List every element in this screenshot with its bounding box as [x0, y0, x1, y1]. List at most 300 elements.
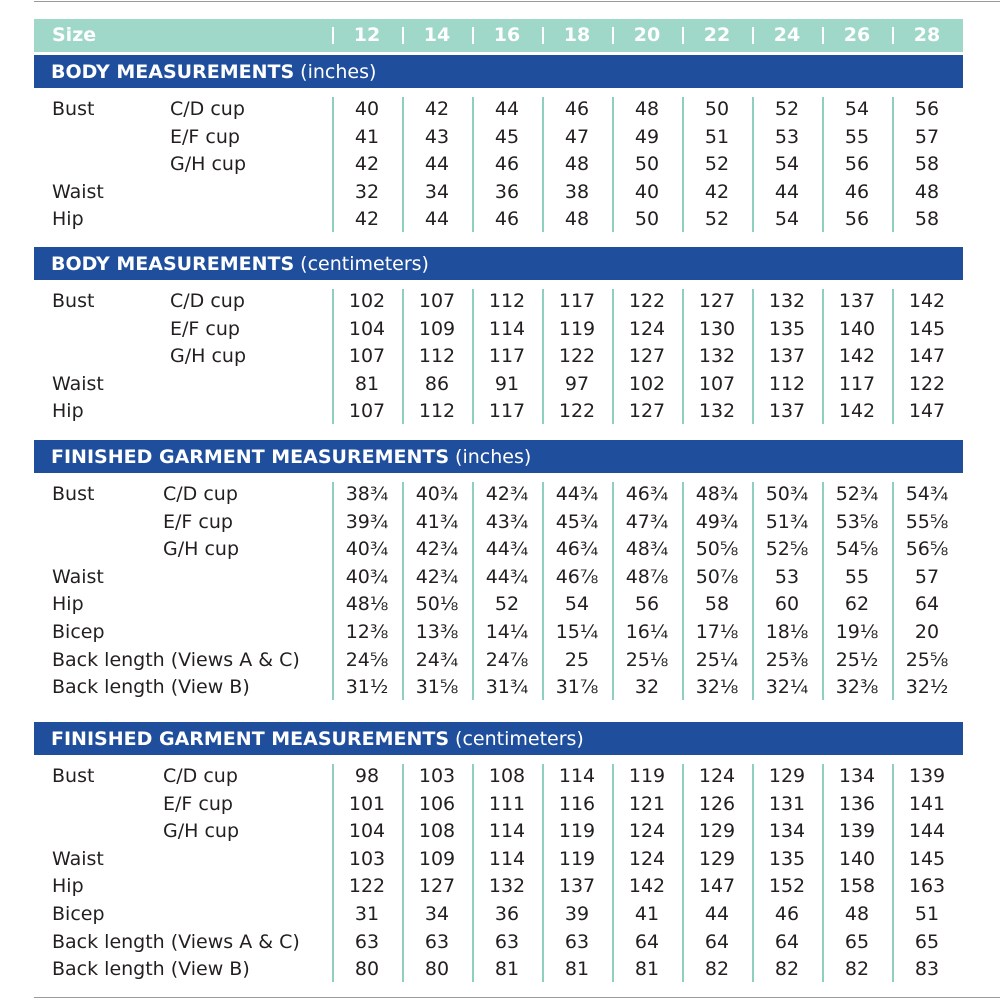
- cell-value: 82: [844, 958, 870, 981]
- cell-value: 80: [424, 958, 450, 981]
- row-label: Bicep: [52, 903, 105, 925]
- row-sublabel: C/D cup: [170, 98, 245, 120]
- section-title-bar: [34, 440, 963, 473]
- cell-value: 44: [704, 903, 730, 925]
- cell-value: 122: [558, 400, 596, 423]
- table-row: [0, 900, 1000, 928]
- cell-value: 14¼: [485, 621, 529, 643]
- cell-value: 141: [908, 792, 946, 815]
- cell-value: 50⅞: [695, 565, 739, 588]
- cell-value: 54: [844, 98, 870, 120]
- size-20: 20: [633, 24, 661, 46]
- cell-value: 42: [354, 153, 380, 176]
- size-separator: [612, 27, 614, 44]
- size-separator: [822, 27, 824, 44]
- size-separator: [752, 27, 754, 44]
- cell-value: 145: [908, 847, 946, 870]
- cell-value: 55⅝: [905, 510, 949, 533]
- cell-value: 46: [494, 208, 520, 231]
- cell-value: 31⅝: [415, 676, 459, 699]
- cell-value: 48: [634, 98, 660, 120]
- section-title: [51, 728, 584, 750]
- cell-value: 142: [628, 875, 666, 898]
- cell-value: 24¾: [415, 648, 459, 671]
- cell-value: 46⅞: [555, 565, 599, 588]
- cell-value: 48⅛: [345, 593, 389, 616]
- cell-value: 109: [418, 847, 456, 870]
- cell-value: 43¾: [485, 510, 529, 533]
- cell-value: 82: [704, 958, 730, 981]
- cell-value: 112: [768, 372, 806, 395]
- cell-value: 102: [348, 290, 386, 312]
- cell-value: 140: [838, 317, 876, 340]
- cell-value: 42¾: [415, 565, 459, 588]
- cell-value: 48: [564, 153, 590, 176]
- cell-value: 31: [354, 903, 380, 925]
- cell-value: 107: [418, 290, 456, 312]
- cell-value: 54: [564, 593, 590, 616]
- cell-value: 32: [634, 676, 660, 699]
- cell-value: 124: [628, 317, 666, 340]
- section-title-main: FINISHED GARMENT MEASUREMENTS: [51, 728, 450, 750]
- size-24: 24: [773, 24, 801, 46]
- cell-value: 136: [838, 792, 876, 815]
- cell-value: 56: [914, 98, 940, 120]
- cell-value: 32¼: [765, 676, 809, 699]
- cell-value: 86: [424, 372, 450, 395]
- table-row: [0, 535, 1000, 563]
- table-row: [0, 150, 1000, 178]
- cell-value: 116: [558, 792, 596, 815]
- cell-value: 46: [844, 180, 870, 203]
- cell-value: 63: [424, 930, 450, 953]
- cell-value: 119: [558, 317, 596, 340]
- cell-value: 51: [914, 903, 940, 925]
- cell-value: 53: [774, 565, 800, 588]
- cell-value: 42: [354, 208, 380, 231]
- row-label: Hip: [52, 593, 84, 616]
- row-label: Waist: [52, 372, 104, 395]
- cell-value: 117: [838, 372, 876, 395]
- row-sublabel: G/H cup: [170, 153, 246, 176]
- cell-value: 49¾: [695, 510, 739, 533]
- cell-value: 63: [494, 930, 520, 953]
- section-title: [51, 61, 376, 83]
- cell-value: 135: [768, 317, 806, 340]
- section-title: [51, 253, 429, 275]
- cell-value: 55: [844, 565, 870, 588]
- cell-value: 126: [698, 792, 736, 815]
- cell-value: 158: [838, 875, 876, 898]
- row-label: Waist: [52, 180, 104, 203]
- cell-value: 42: [704, 180, 730, 203]
- cell-value: 34: [424, 903, 450, 925]
- cell-value: 50: [634, 153, 660, 176]
- row-label: Bust: [52, 765, 95, 787]
- cell-value: 134: [768, 820, 806, 843]
- cell-value: 50¾: [765, 483, 809, 505]
- section-title-bar: [34, 55, 963, 88]
- cell-value: 41: [634, 903, 660, 925]
- cell-value: 122: [628, 290, 666, 312]
- cell-value: 32: [354, 180, 380, 203]
- cell-value: 31⅞: [555, 676, 599, 699]
- cell-value: 127: [628, 400, 666, 423]
- cell-value: 131: [768, 792, 806, 815]
- cell-value: 124: [628, 847, 666, 870]
- table-row: [0, 123, 1000, 151]
- cell-value: 52: [774, 98, 800, 120]
- cell-value: 147: [698, 875, 736, 898]
- row-sublabel: E/F cup: [170, 125, 240, 148]
- row-sublabel: C/D cup: [163, 483, 238, 505]
- row-label: Hip: [52, 875, 84, 898]
- cell-value: 119: [558, 847, 596, 870]
- cell-value: 41: [354, 125, 380, 148]
- row-label: Bicep: [52, 621, 105, 643]
- cell-value: 48: [564, 208, 590, 231]
- size-separator: [332, 27, 334, 44]
- table-row: [0, 872, 1000, 900]
- cell-value: 56: [844, 208, 870, 231]
- row-label: Waist: [52, 847, 104, 870]
- cell-value: 44¾: [485, 538, 529, 561]
- cell-value: 12⅜: [345, 621, 389, 643]
- cell-value: 91: [494, 372, 520, 395]
- cell-value: 44: [424, 153, 450, 176]
- cell-value: 137: [558, 875, 596, 898]
- cell-value: 140: [838, 847, 876, 870]
- cell-value: 54: [774, 208, 800, 231]
- cell-value: 124: [628, 820, 666, 843]
- section-title-main: FINISHED GARMENT MEASUREMENTS: [51, 446, 450, 468]
- cell-value: 102: [628, 372, 666, 395]
- section-title-bar: [34, 722, 963, 755]
- table-row: [0, 646, 1000, 674]
- table-row: [0, 205, 1000, 233]
- cell-value: 58: [914, 208, 940, 231]
- cell-value: 147: [908, 400, 946, 423]
- cell-value: 43: [424, 125, 450, 148]
- size-16: 16: [493, 24, 521, 46]
- cell-value: 47¾: [625, 510, 669, 533]
- cell-value: 20: [914, 621, 940, 643]
- table-row: [0, 397, 1000, 425]
- cell-value: 107: [348, 345, 386, 368]
- table-row: [0, 790, 1000, 818]
- cell-value: 108: [488, 765, 526, 787]
- cell-value: 57: [914, 565, 940, 588]
- cell-value: 101: [348, 792, 386, 815]
- cell-value: 58: [704, 593, 730, 616]
- cell-value: 25⅜: [765, 648, 809, 671]
- row-sublabel: E/F cup: [170, 317, 240, 340]
- cell-value: 81: [634, 958, 660, 981]
- row-sublabel: C/D cup: [163, 765, 238, 787]
- cell-value: 109: [418, 317, 456, 340]
- cell-value: 56: [634, 593, 660, 616]
- cell-value: 45¾: [555, 510, 599, 533]
- row-label: Back length (Views A & C): [52, 930, 300, 953]
- table-row: [0, 845, 1000, 873]
- cell-value: 119: [628, 765, 666, 787]
- cell-value: 18⅛: [765, 621, 809, 643]
- table-row: [0, 673, 1000, 701]
- cell-value: 139: [908, 765, 946, 787]
- cell-value: 42¾: [415, 538, 459, 561]
- cell-value: 129: [698, 847, 736, 870]
- size-label: Size: [52, 24, 97, 46]
- size-separator: [682, 27, 684, 44]
- cell-value: 24⅝: [345, 648, 389, 671]
- cell-value: 106: [418, 792, 456, 815]
- cell-value: 53⅝: [835, 510, 879, 533]
- cell-value: 25¼: [695, 648, 739, 671]
- cell-value: 48¾: [695, 483, 739, 505]
- cell-value: 34: [424, 180, 450, 203]
- cell-value: 44: [494, 98, 520, 120]
- cell-value: 42¾: [485, 483, 529, 505]
- table-row: [0, 762, 1000, 790]
- table-row: [0, 342, 1000, 370]
- cell-value: 55: [844, 125, 870, 148]
- row-label: Hip: [52, 208, 84, 231]
- cell-value: 145: [908, 317, 946, 340]
- cell-value: 54¾: [905, 483, 949, 505]
- size-14: 14: [423, 24, 451, 46]
- size-12: 12: [353, 24, 381, 46]
- cell-value: 65: [914, 930, 940, 953]
- table-row: [0, 618, 1000, 646]
- cell-value: 44¾: [555, 483, 599, 505]
- cell-value: 112: [418, 400, 456, 423]
- table-row: [0, 955, 1000, 983]
- size-separator: [472, 27, 474, 44]
- cell-value: 31½: [345, 676, 389, 699]
- cell-value: 54: [774, 153, 800, 176]
- cell-value: 52⅝: [765, 538, 809, 561]
- table-row: [0, 928, 1000, 956]
- cell-value: 52: [704, 208, 730, 231]
- cell-value: 45: [494, 125, 520, 148]
- cell-value: 103: [348, 847, 386, 870]
- row-sublabel: E/F cup: [163, 792, 233, 815]
- cell-value: 135: [768, 847, 806, 870]
- table-row: [0, 315, 1000, 343]
- row-sublabel: G/H cup: [163, 820, 239, 843]
- cell-value: 40: [634, 180, 660, 203]
- cell-value: 39¾: [345, 510, 389, 533]
- bottom-rule: [34, 997, 1000, 998]
- section-title: [51, 446, 531, 468]
- table-row: [0, 590, 1000, 618]
- cell-value: 62: [844, 593, 870, 616]
- cell-value: 48: [914, 180, 940, 203]
- cell-value: 46¾: [555, 538, 599, 561]
- section-title-unit: (centimeters): [449, 728, 584, 750]
- cell-value: 40¾: [345, 538, 389, 561]
- cell-value: 107: [698, 372, 736, 395]
- cell-value: 53: [774, 125, 800, 148]
- section-title-unit: (inches): [449, 446, 532, 468]
- cell-value: 52: [494, 593, 520, 616]
- row-label: Back length (View B): [52, 958, 250, 981]
- cell-value: 51: [704, 125, 730, 148]
- cell-value: 121: [628, 792, 666, 815]
- cell-value: 40¾: [345, 565, 389, 588]
- cell-value: 16¼: [625, 621, 669, 643]
- cell-value: 142: [908, 290, 946, 312]
- cell-value: 134: [838, 765, 876, 787]
- row-sublabel: E/F cup: [163, 510, 233, 533]
- cell-value: 50: [634, 208, 660, 231]
- cell-value: 127: [418, 875, 456, 898]
- cell-value: 152: [768, 875, 806, 898]
- row-label: Back length (Views A & C): [52, 648, 300, 671]
- cell-value: 44: [774, 180, 800, 203]
- cell-value: 144: [908, 820, 946, 843]
- cell-value: 25⅛: [625, 648, 669, 671]
- cell-value: 103: [418, 765, 456, 787]
- cell-value: 129: [768, 765, 806, 787]
- cell-value: 48¾: [625, 538, 669, 561]
- cell-value: 54⅝: [835, 538, 879, 561]
- cell-value: 24⅞: [485, 648, 529, 671]
- top-rule: [34, 1, 1000, 2]
- cell-value: 48⅞: [625, 565, 669, 588]
- cell-value: 25: [564, 648, 590, 671]
- cell-value: 40¾: [415, 483, 459, 505]
- row-label: Bust: [52, 98, 95, 120]
- row-label: Back length (View B): [52, 676, 250, 699]
- cell-value: 41¾: [415, 510, 459, 533]
- cell-value: 80: [354, 958, 380, 981]
- section-title-bar: [34, 247, 963, 280]
- section-title-unit: (inches): [294, 61, 377, 83]
- cell-value: 132: [488, 875, 526, 898]
- cell-value: 124: [698, 765, 736, 787]
- table-row: [0, 508, 1000, 536]
- cell-value: 36: [494, 903, 520, 925]
- cell-value: 65: [844, 930, 870, 953]
- cell-value: 42: [424, 98, 450, 120]
- cell-value: 32⅛: [695, 676, 739, 699]
- cell-value: 15¼: [555, 621, 599, 643]
- cell-value: 112: [418, 345, 456, 368]
- cell-value: 56⅝: [905, 538, 949, 561]
- cell-value: 52¾: [835, 483, 879, 505]
- cell-value: 114: [488, 820, 526, 843]
- cell-value: 25⅝: [905, 648, 949, 671]
- cell-value: 129: [698, 820, 736, 843]
- cell-value: 132: [698, 400, 736, 423]
- size-separator: [542, 27, 544, 44]
- cell-value: 19⅛: [835, 621, 879, 643]
- row-sublabel: G/H cup: [163, 538, 239, 561]
- cell-value: 111: [488, 792, 526, 815]
- cell-value: 122: [348, 875, 386, 898]
- cell-value: 122: [908, 372, 946, 395]
- cell-value: 63: [564, 930, 590, 953]
- cell-value: 117: [488, 400, 526, 423]
- cell-value: 57: [914, 125, 940, 148]
- cell-value: 50⅝: [695, 538, 739, 561]
- cell-value: 108: [418, 820, 456, 843]
- size-separator: [892, 27, 894, 44]
- cell-value: 50: [704, 98, 730, 120]
- cell-value: 114: [488, 317, 526, 340]
- cell-value: 130: [698, 317, 736, 340]
- cell-value: 47: [564, 125, 590, 148]
- section-title-unit: (centimeters): [294, 253, 429, 275]
- cell-value: 147: [908, 345, 946, 368]
- cell-value: 32⅜: [835, 676, 879, 699]
- cell-value: 122: [558, 345, 596, 368]
- cell-value: 119: [558, 820, 596, 843]
- cell-value: 36: [494, 180, 520, 203]
- table-row: [0, 480, 1000, 508]
- cell-value: 142: [838, 400, 876, 423]
- cell-value: 63: [354, 930, 380, 953]
- cell-value: 46¾: [625, 483, 669, 505]
- cell-value: 44: [424, 208, 450, 231]
- cell-value: 117: [558, 290, 596, 312]
- row-label: Bust: [52, 483, 95, 505]
- cell-value: 38¾: [345, 483, 389, 505]
- cell-value: 32½: [905, 676, 949, 699]
- cell-value: 56: [844, 153, 870, 176]
- cell-value: 25½: [835, 648, 879, 671]
- table-row: [0, 178, 1000, 206]
- cell-value: 17⅛: [695, 621, 739, 643]
- cell-value: 137: [838, 290, 876, 312]
- row-label: Hip: [52, 400, 84, 423]
- cell-value: 38: [564, 180, 590, 203]
- cell-value: 64: [774, 930, 800, 953]
- cell-value: 44¾: [485, 565, 529, 588]
- cell-value: 46: [494, 153, 520, 176]
- size-18: 18: [563, 24, 591, 46]
- row-label: Bust: [52, 290, 95, 312]
- size-header-row: [34, 19, 963, 52]
- cell-value: 127: [698, 290, 736, 312]
- cell-value: 83: [914, 958, 940, 981]
- cell-value: 58: [914, 153, 940, 176]
- cell-value: 50⅛: [415, 593, 459, 616]
- cell-value: 114: [488, 847, 526, 870]
- cell-value: 107: [348, 400, 386, 423]
- size-26: 26: [843, 24, 871, 46]
- cell-value: 81: [494, 958, 520, 981]
- cell-value: 48: [844, 903, 870, 925]
- table-row: [0, 287, 1000, 315]
- table-row: [0, 817, 1000, 845]
- section-title-main: BODY MEASUREMENTS: [51, 253, 295, 275]
- row-label: Waist: [52, 565, 104, 588]
- cell-value: 64: [704, 930, 730, 953]
- cell-value: 163: [908, 875, 946, 898]
- cell-value: 40: [354, 98, 380, 120]
- table-row: [0, 95, 1000, 123]
- cell-value: 51¾: [765, 510, 809, 533]
- cell-value: 81: [354, 372, 380, 395]
- cell-value: 46: [564, 98, 590, 120]
- cell-value: 127: [628, 345, 666, 368]
- cell-value: 137: [768, 345, 806, 368]
- cell-value: 104: [348, 820, 386, 843]
- row-sublabel: C/D cup: [170, 290, 245, 312]
- cell-value: 137: [768, 400, 806, 423]
